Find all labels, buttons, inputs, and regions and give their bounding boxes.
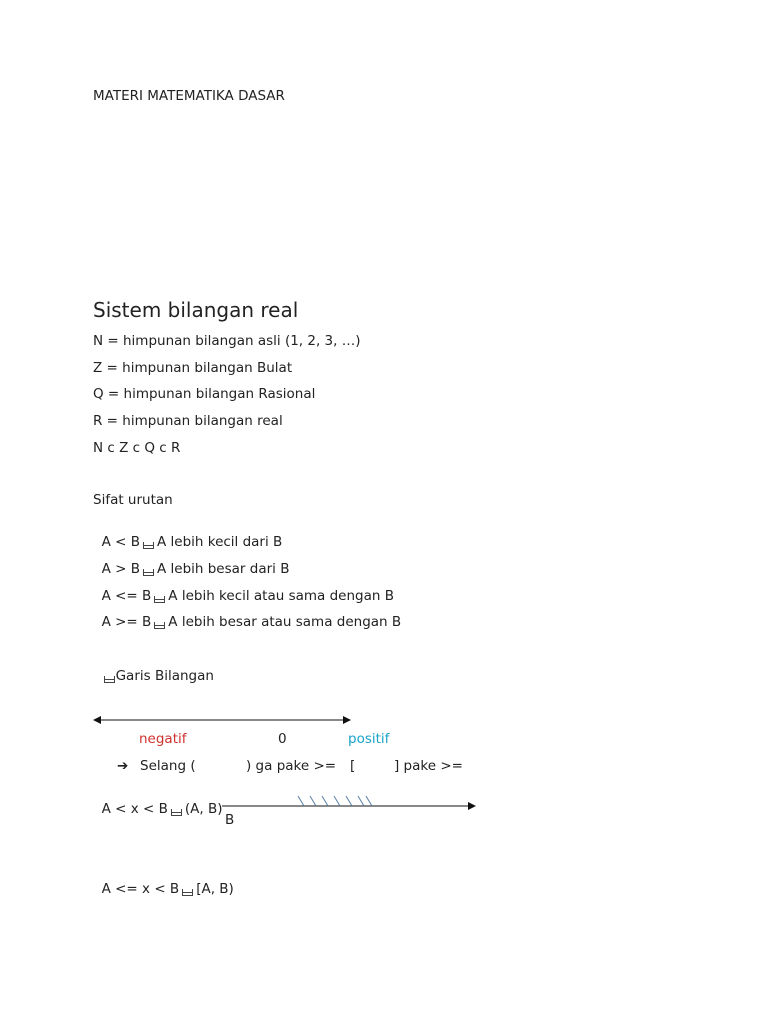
- arrow-bullet-icon: ➔: [117, 758, 129, 774]
- set-inclusion: N c Z c Q c R: [93, 440, 181, 456]
- order-lhs: A > B: [101, 561, 140, 577]
- interval-open-row: [93, 785, 223, 817]
- set-line-r: R = himpunan bilangan real: [93, 413, 283, 429]
- order-title: Sifat urutan: [93, 492, 173, 508]
- order-rhs: A lebih kecil dari B: [156, 534, 283, 550]
- set-line-n: N = himpunan bilangan asli (1, 2, 3, …): [93, 333, 361, 349]
- implies-symbol-icon: [182, 889, 193, 896]
- section-heading: Sistem bilangan real: [93, 298, 299, 322]
- number-line-title-text: Garis Bilangan: [115, 668, 214, 684]
- interval-note-closed-rule: ] pake >=: [394, 758, 463, 774]
- interval-rhs: (A, B): [184, 801, 223, 817]
- order-rhs: A lebih besar atau sama dengan B: [168, 614, 402, 630]
- interval-lhs: A <= x < B: [101, 881, 180, 897]
- zero-label: 0: [278, 731, 287, 747]
- interval-note-open-rule: ) ga pake >=: [246, 758, 337, 774]
- interval-hatch: [298, 796, 372, 806]
- set-line-z: Z = himpunan bilangan Bulat: [93, 360, 293, 376]
- order-lhs: A < B: [101, 534, 140, 550]
- interval-halfopen-row: [93, 865, 234, 897]
- set-line-q: Q = himpunan bilangan Rasional: [93, 386, 316, 402]
- implies-symbol-icon: [171, 809, 182, 816]
- order-lhs: A >= B: [101, 614, 152, 630]
- order-rhs: A lebih besar dari B: [156, 561, 290, 577]
- interval-lhs: A < x < B: [101, 801, 168, 817]
- order-lhs: A <= B: [101, 588, 152, 604]
- positive-label: positif: [348, 731, 390, 747]
- interval-note-open: Selang (: [140, 758, 196, 774]
- negative-label: negatif: [139, 731, 187, 747]
- interval-rhs: [A, B): [196, 881, 234, 897]
- document-title: MATERI MATEMATIKA DASAR: [93, 88, 285, 104]
- interval-note-closed: [: [350, 758, 356, 774]
- order-rhs: A lebih kecil atau sama dengan B: [168, 588, 394, 604]
- interval-b-label: B: [225, 812, 235, 828]
